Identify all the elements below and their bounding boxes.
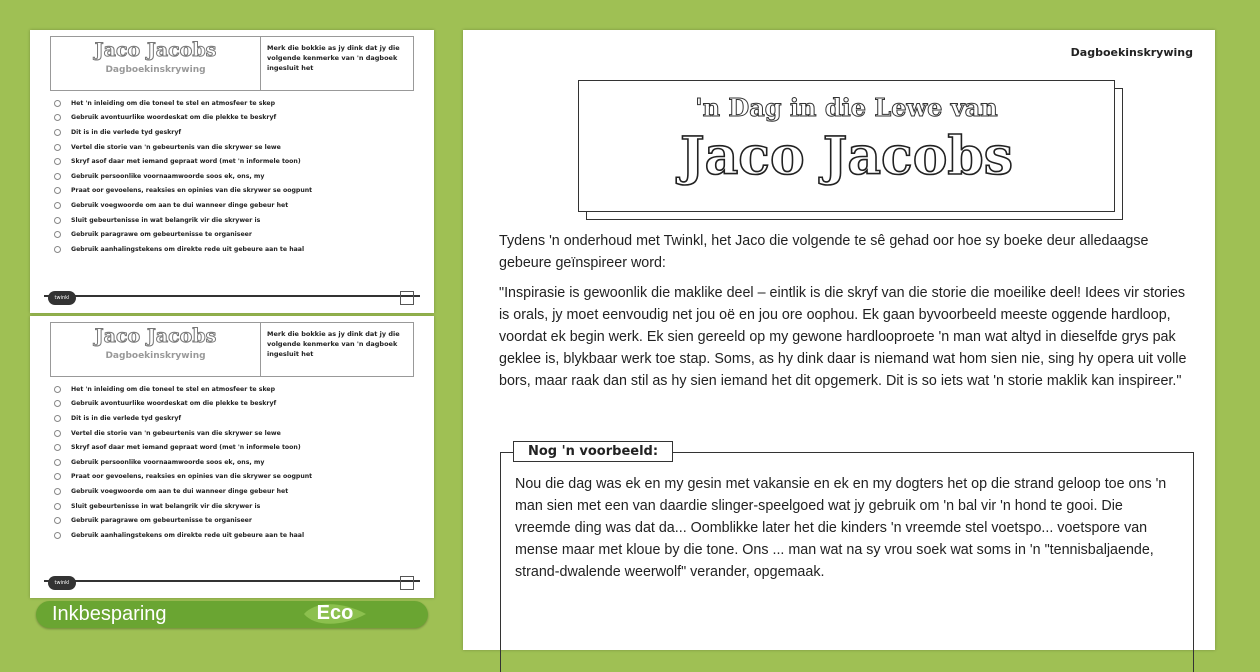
- checklist-item-label: Sluit gebeurtenisse in wat belangrik vir die skrywer is: [71, 502, 261, 510]
- checklist: [54, 96, 312, 257]
- checkbox[interactable]: [54, 386, 61, 393]
- checklist-subtitle: Dagboekinskrywing: [105, 65, 206, 75]
- title-box: [578, 80, 1115, 212]
- checklist-item: [54, 484, 312, 499]
- checklist-item-label: Dit is in die verlede tyd geskryf: [71, 128, 182, 136]
- checklist-instruction: Merk die bokkie as jy dink dat jy die volgende kenmerke van 'n dagboek ingesluit het: [267, 330, 400, 358]
- checkbox[interactable]: [54, 415, 61, 422]
- eco-label: Eco: [316, 602, 354, 624]
- main-sheet: [463, 30, 1215, 650]
- checklist-item: [54, 242, 312, 257]
- checklist-item-label: Gebruik aanhalingstekens om direkte rede uit gebeure aan te haal: [71, 531, 305, 539]
- checklist-sheet-2: [30, 316, 434, 598]
- checklist-item: [54, 382, 312, 397]
- checklist-item-label: Gebruik paragrawe om gebeurtenisse te organiseer: [71, 517, 252, 525]
- footer-logo: [400, 291, 414, 305]
- checklist-item: [54, 184, 312, 199]
- intro-paragraph: Tydens 'n onderhoud met Twinkl, het Jaco die volgende te sê gehad oor hoe sy boeke deur alledaagse gebeure geïnspireer word:: [499, 233, 1149, 271]
- checklist-item-label: Skryf asof daar met iemand gepraat word (met 'n informele toon): [71, 444, 301, 452]
- checkbox[interactable]: [54, 473, 61, 480]
- checklist-item: [54, 426, 312, 441]
- checklist-item-label: Gebruik aanhalingstekens om direkte rede uit gebeure aan te haal: [71, 245, 305, 253]
- footer-badge-icon: [400, 576, 414, 590]
- checklist-item-label: Gebruik voegwoorde om aan te dui wanneer dinge gebeur het: [71, 487, 289, 495]
- checklist-item: [54, 227, 312, 242]
- checklist-item: [54, 125, 312, 140]
- checklist-item: [54, 440, 312, 455]
- checklist-item-label: Gebruik avontuurlike woordeskat om die plekke te beskryf: [71, 114, 277, 122]
- example-label: Nog 'n voorbeeld:: [513, 441, 673, 462]
- checklist-item-label: Dit is in die verlede tyd geskryf: [71, 414, 182, 422]
- checkbox[interactable]: [54, 231, 61, 238]
- checklist-item: [54, 154, 312, 169]
- checkbox[interactable]: [54, 503, 61, 510]
- checkbox[interactable]: [54, 444, 61, 451]
- checklist-instruction: Merk die bokkie as jy dink dat jy die volgende kenmerke van 'n dagboek ingesluit het: [267, 44, 400, 72]
- checklist-item: [54, 397, 312, 412]
- checklist: [54, 382, 312, 543]
- checklist-item-label: Het 'n inleiding om die toneel te stel en atmosfeer te skep: [71, 99, 276, 107]
- checklist-item: [54, 499, 312, 514]
- checklist-subtitle: Dagboekinskrywing: [105, 351, 206, 361]
- checklist-header: [50, 322, 414, 377]
- checklist-item-label: Gebruik paragrawe om gebeurtenisse te organiseer: [71, 231, 252, 239]
- checklist-item: [54, 470, 312, 485]
- checkbox[interactable]: [54, 430, 61, 437]
- checkbox[interactable]: [54, 100, 61, 107]
- checkbox[interactable]: [54, 187, 61, 194]
- checkbox[interactable]: [54, 459, 61, 466]
- checkbox[interactable]: [54, 158, 61, 165]
- footer-badge-icon: [400, 291, 414, 305]
- checklist-item-label: Gebruik voegwoorde om aan te dui wanneer dinge gebeur het: [71, 201, 289, 209]
- checklist-item-label: Skryf asof daar met iemand gepraat word (met 'n informele toon): [71, 158, 301, 166]
- checklist-item: [54, 213, 312, 228]
- checklist-item: [54, 111, 312, 126]
- checkbox[interactable]: [54, 517, 61, 524]
- title-name: Jaco Jacobs: [679, 126, 1014, 187]
- footer-logo: [400, 576, 414, 590]
- checkbox[interactable]: [54, 246, 61, 253]
- checklist-item: [54, 140, 312, 155]
- checkbox[interactable]: [54, 202, 61, 209]
- twinkl-logo: twinkl: [48, 576, 76, 590]
- badge-label: Inkbesparing: [52, 603, 167, 625]
- checkbox[interactable]: [54, 217, 61, 224]
- quote-paragraph: "Inspirasie is gewoonlik die maklike deel – eintlik is die skryf van die storie die moeilike deel! Idees vir stories is orals, jy moet eenvoudig net jou oë en jou ore oophou. Ek gaan byvoorbeeld meeste oggende hardloop, voordat ek begin werk. Ek sien gereeld op my gewone hardlooproete 'n man wat altyd in dieselfde grys pak geklee is, blykbaar werk toe stap. Soms, as hy dink daar is niemand wat hom sien nie, sing hy opera uit volle bors, maar raak dan stil as hy sien iemand het dit opgemerk. Dit is so iets wat 'n storie maklik kan inspireer.": [499, 285, 1187, 389]
- checklist-title: Jaco Jacobs: [94, 39, 217, 61]
- checklist-item-label: Gebruik persoonlike voornaamwoorde soos ek, ons, my: [71, 458, 265, 466]
- checklist-item: [54, 169, 312, 184]
- checklist-item-label: Sluit gebeurtenisse in wat belangrik vir die skrywer is: [71, 216, 261, 224]
- checkbox[interactable]: [54, 114, 61, 121]
- checklist-item-label: Vertel die storie van 'n gebeurtenis van die skrywer se lewe: [71, 143, 281, 151]
- checkbox[interactable]: [54, 144, 61, 151]
- footer-divider: [44, 580, 420, 582]
- checkbox[interactable]: [54, 488, 61, 495]
- footer-divider: [44, 295, 420, 297]
- checklist-item: [54, 528, 312, 543]
- checklist-item-label: Gebruik persoonlike voornaamwoorde soos ek, ons, my: [71, 172, 265, 180]
- sheet-header-label: Dagboekinskrywing: [1070, 46, 1193, 59]
- checklist-item-label: Praat oor gevoelens, reaksies en opinies van die skrywer se oogpunt: [71, 187, 313, 195]
- twinkl-logo: twinkl: [48, 291, 76, 305]
- checkbox[interactable]: [54, 129, 61, 136]
- checklist-item: [54, 198, 312, 213]
- checklist-item: [54, 455, 312, 470]
- example-text: Nou die dag was ek en my gesin met vakansie en ek en my dogters het op die strand geloop toe ons 'n man sien met een van daardie slinger-speelgoed wat jy gebruik om 'n bal vir 'n hond te gooi. Die vreemde ding was dat da... Oomblikke later het die kinders 'n vreemde stel voetspo... voetspore van mense maar met kloue by die tone. Ons ... man wat na sy vrou soek wat soms in 'n "tennisbaljaende, strand-dwalende weerwolf" verander, opgemaak.: [515, 476, 1167, 580]
- checklist-item: [54, 96, 312, 111]
- checkbox[interactable]: [54, 532, 61, 539]
- checkbox[interactable]: [54, 400, 61, 407]
- checklist-item: [54, 513, 312, 528]
- title-pre: 'n Dag in die Lewe van: [695, 93, 998, 122]
- example-box: [500, 444, 1194, 672]
- checklist-item-label: Vertel die storie van 'n gebeurtenis van die skrywer se lewe: [71, 429, 281, 437]
- checklist-header: [50, 36, 414, 91]
- checklist-item: [54, 411, 312, 426]
- checklist-item-label: Gebruik avontuurlike woordeskat om die plekke te beskryf: [71, 400, 277, 408]
- checklist-sheet-1: [30, 30, 434, 313]
- checklist-title: Jaco Jacobs: [94, 325, 217, 347]
- leaf-icon: [300, 598, 370, 630]
- checklist-item-label: Praat oor gevoelens, reaksies en opinies van die skrywer se oogpunt: [71, 473, 313, 481]
- checklist-item-label: Het 'n inleiding om die toneel te stel en atmosfeer te skep: [71, 385, 276, 393]
- checkbox[interactable]: [54, 173, 61, 180]
